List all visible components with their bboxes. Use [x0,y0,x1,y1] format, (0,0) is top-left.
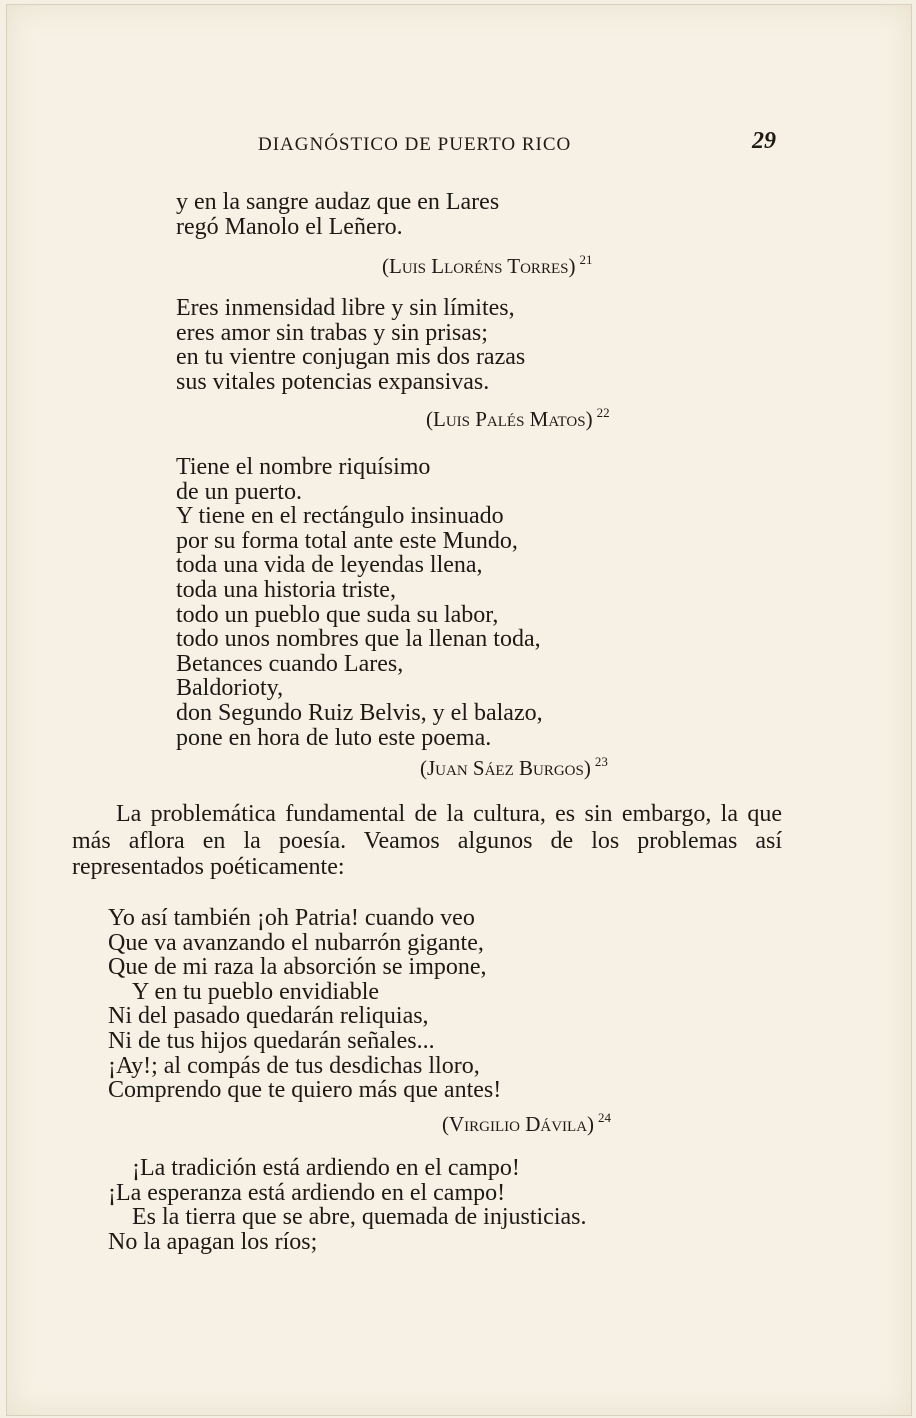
poem-line: en tu vientre conjugan mis dos razas [176,344,526,371]
poem-line: pone en hora de luto este poema. [176,724,492,751]
poem-line: regó Manolo el Leñero. [176,213,403,240]
author-name: (Juan Sáez Burgos) [420,756,591,780]
poem-line: Y en tu pueblo envidiable [132,978,380,1005]
poem-line: Ni de tus hijos quedarán señales... [108,1027,435,1054]
poem-saez-burgos [176,455,543,750]
poem-attribution [426,405,610,432]
poem-line: Betances cuando Lares, [176,650,404,677]
poem-davila [108,906,501,1103]
author-name: (Luis Palés Matos) [426,407,593,431]
footnote-ref: 24 [598,1110,612,1125]
poem-line: ¡La esperanza está ardiendo en el campo! [108,1179,506,1206]
paragraph-text: La problemática fundamental de la cultura, es sin embargo, la que más aflora en la poesía. Veamos algunos de los problemas así representados poéticamente: [72,801,782,880]
poem-line: eres amor sin trabas y sin prisas; [176,319,488,346]
poem-line: sus vitales potencias expansivas. [176,368,490,395]
poem-attribution [382,252,592,279]
poem-final [108,1156,587,1254]
page-number: 29 [752,128,776,154]
poem-pales [176,296,525,394]
poem-line: todo un pueblo que suda su labor, [176,601,499,628]
prose-paragraph [72,801,782,881]
footnote-ref: 22 [596,405,610,420]
poem-line: toda una historia triste, [176,576,396,603]
author-name: (Virgilio Dávila) [442,1112,595,1136]
poem-line: No la apagan los ríos; [108,1228,318,1255]
poem-line: Comprendo que te quiero más que antes! [108,1077,502,1104]
author-name: (Luis Lloréns Torres) [382,254,576,278]
running-header: DIAGNÓSTICO DE PUERTO RICO [258,134,572,155]
poem-line: Yo así también ¡oh Patria! cuando veo [108,905,475,931]
poem-line: don Segundo Ruiz Belvis, y el balazo, [176,699,543,726]
poem-attribution [420,754,608,781]
poem-line: ¡Ay!; al compás de tus desdichas lloro, [108,1052,480,1079]
poem-line: Que va avanzando el nubarrón gigante, [108,929,484,956]
poem-line: Ni del pasado quedarán reliquias, [108,1003,429,1030]
poem-line: de un puerto. [176,478,302,505]
poem-line: Y tiene en el rectángulo insinuado [176,503,504,530]
poem-line: por su forma total ante este Mundo, [176,527,518,554]
poem-line: y en la sangre audaz que en Lares [176,189,500,215]
poem-line: Que de mi raza la absorción se impone, [108,954,487,981]
poem-line: todo unos nombres que la llenan toda, [176,626,541,653]
poem-attribution [442,1110,611,1137]
poem-line: ¡La tradición está ardiendo en el campo! [132,1155,520,1181]
footnote-ref: 23 [594,754,608,769]
poem-line: Eres inmensidad libre y sin límites, [176,295,515,321]
poem-line: toda una vida de leyendas llena, [176,552,483,579]
poem-line: Es la tierra que se abre, quemada de injusticias. [132,1204,587,1231]
poem-llorens [176,190,499,239]
poem-line: Tiene el nombre riquísimo [176,454,431,480]
footnote-ref: 21 [579,252,593,267]
poem-line: Baldorioty, [176,675,284,702]
